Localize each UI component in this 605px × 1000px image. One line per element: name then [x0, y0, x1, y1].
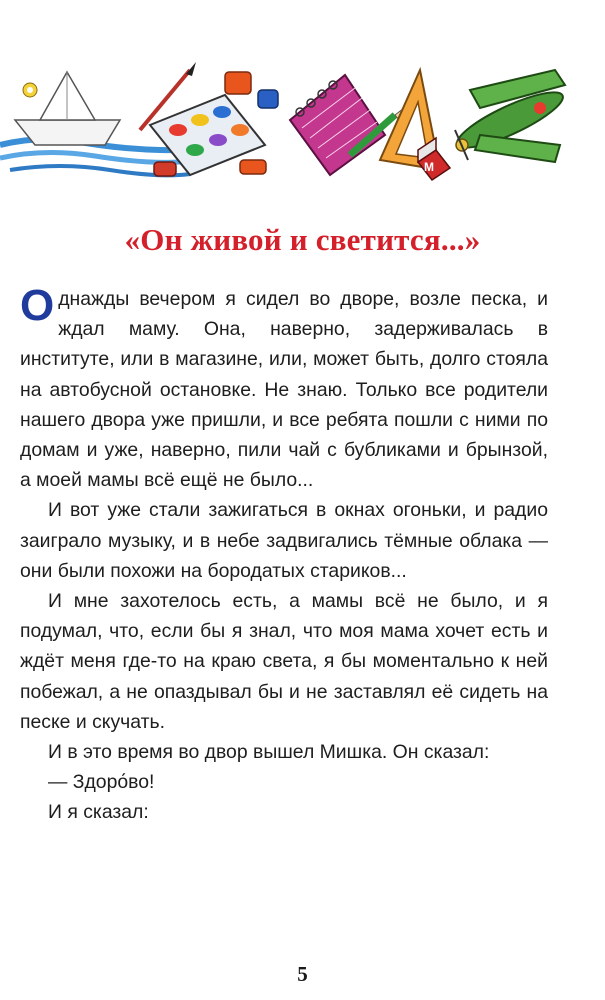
story-paragraph: И вот уже стали зажигаться в окнах огоньки, и радио заиграло музыку, и в небе задвигались тёмные облака — они были похожи на бородатых стариков...: [20, 499, 548, 582]
dialogue-line: — Здоро́во!: [48, 771, 155, 794]
page-number: 5: [297, 962, 308, 986]
paper-boat-icon: [15, 72, 120, 145]
header-illustration: [0, 50, 605, 185]
first-paragraph-text: днажды вечером я сидел во дворе, возле песка, и ждал маму. Она, наверно, задерживалась в институте, или в магазине, или, может быть, долго стояла на автобусной остановке. Не знаю. Только все родители нашего двора уже пришли, и все ребята пошли с ними по домам и уже, наверно, пили чай с бубликами и брынзой, а моей мамы всё ещё не было...: [20, 288, 548, 492]
story-paragraph: И мне захотелось есть, а мамы всё не было, и я подумал, что, если бы я знал, что моя мама хочет есть и ждёт меня где-то на краю света, я бы моментально к ней побежал, а не опаздывал бы и не заставлял её сидеть на песке и скучать.: [20, 590, 548, 733]
chapter-title: «Он живой и светится...»: [124, 222, 481, 257]
story-text: [20, 281, 548, 828]
story-paragraph: [20, 281, 548, 495]
story-paragraph: И я сказал:: [48, 801, 149, 824]
drop-cap: О: [20, 281, 55, 330]
toy-airplane-icon: [452, 70, 569, 162]
story-paragraph: И в это время во двор вышел Мишка. Он сказал:: [48, 741, 490, 764]
notepad-icon: [290, 75, 385, 175]
letter-block-label: М: [424, 160, 434, 174]
